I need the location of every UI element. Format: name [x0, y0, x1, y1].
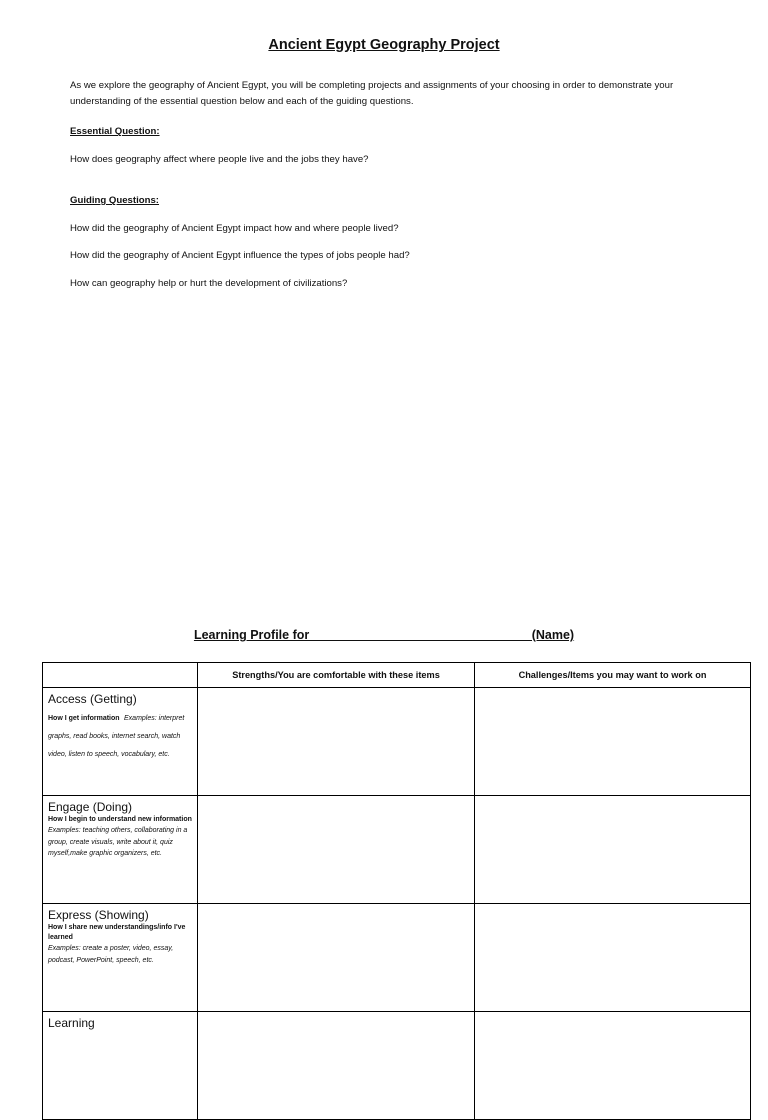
- row-examples: Examples: interpret graphs, read books, internet search, watch video, listen to speech, vocabulary, etc.: [48, 715, 185, 758]
- table-row: [43, 1012, 751, 1120]
- guiding-questions-heading: Guiding Questions:: [70, 195, 160, 206]
- table-header-challenges: Challenges/Items you may want to work on: [475, 663, 751, 688]
- table-header-strengths: Strengths/You are comfortable with these items: [198, 663, 475, 688]
- table-header-blank: [43, 663, 198, 688]
- challenges-cell[interactable]: [475, 1012, 751, 1120]
- row-head-access: [43, 688, 198, 796]
- row-title: Access (Getting): [48, 692, 137, 706]
- row-head-engage: [43, 796, 198, 904]
- strengths-cell[interactable]: [198, 688, 475, 796]
- page-title: Ancient Egypt Geography Project: [268, 37, 500, 53]
- row-examples: Examples: teaching others, collaborating in a group, create visuals, write about it, quiz myself,make graphic organizers, etc.: [48, 827, 188, 857]
- essential-question-text: How does geography affect where people live and the jobs they have?: [70, 154, 369, 165]
- intro-paragraph: As we explore the geography of Ancient Egypt, you will be completing projects and assignments of your choosing in order to demonstrate your understanding of the essential question below and each of the guiding questions.: [70, 80, 674, 107]
- row-head-express: [43, 904, 198, 1012]
- guiding-question-3: How can geography help or hurt the development of civilizations?: [70, 278, 348, 289]
- table-row: [43, 796, 751, 904]
- table-header-row: [43, 663, 751, 688]
- table-row: [43, 904, 751, 1012]
- row-head-learning: [43, 1012, 198, 1120]
- row-subtitle: How I share new understandings/info I've learned: [48, 924, 186, 941]
- challenges-cell[interactable]: [475, 796, 751, 904]
- essential-question-heading: Essential Question:: [70, 126, 160, 137]
- row-subtitle: How I get information: [48, 715, 120, 722]
- strengths-cell[interactable]: [198, 1012, 475, 1120]
- row-subtitle: How I begin to understand new information: [48, 816, 192, 823]
- row-title: Engage (Doing): [48, 800, 133, 814]
- guiding-question-1: How did the geography of Ancient Egypt impact how and where people lived?: [70, 223, 399, 234]
- learning-profile-title: Learning Profile for________________________________(Name): [193, 628, 575, 642]
- row-title: Express (Showing): [48, 908, 149, 922]
- row-examples: Examples: create a poster, video, essay, podcast, PowerPoint, speech, etc.: [48, 945, 174, 964]
- strengths-cell[interactable]: [198, 904, 475, 1012]
- table-row: [43, 688, 751, 796]
- guiding-question-2: How did the geography of Ancient Egypt influence the types of jobs people had?: [70, 250, 410, 261]
- row-title: Learning: [48, 1016, 95, 1030]
- challenges-cell[interactable]: [475, 904, 751, 1012]
- learning-profile-table: [42, 662, 751, 1120]
- challenges-cell[interactable]: [475, 688, 751, 796]
- strengths-cell[interactable]: [198, 796, 475, 904]
